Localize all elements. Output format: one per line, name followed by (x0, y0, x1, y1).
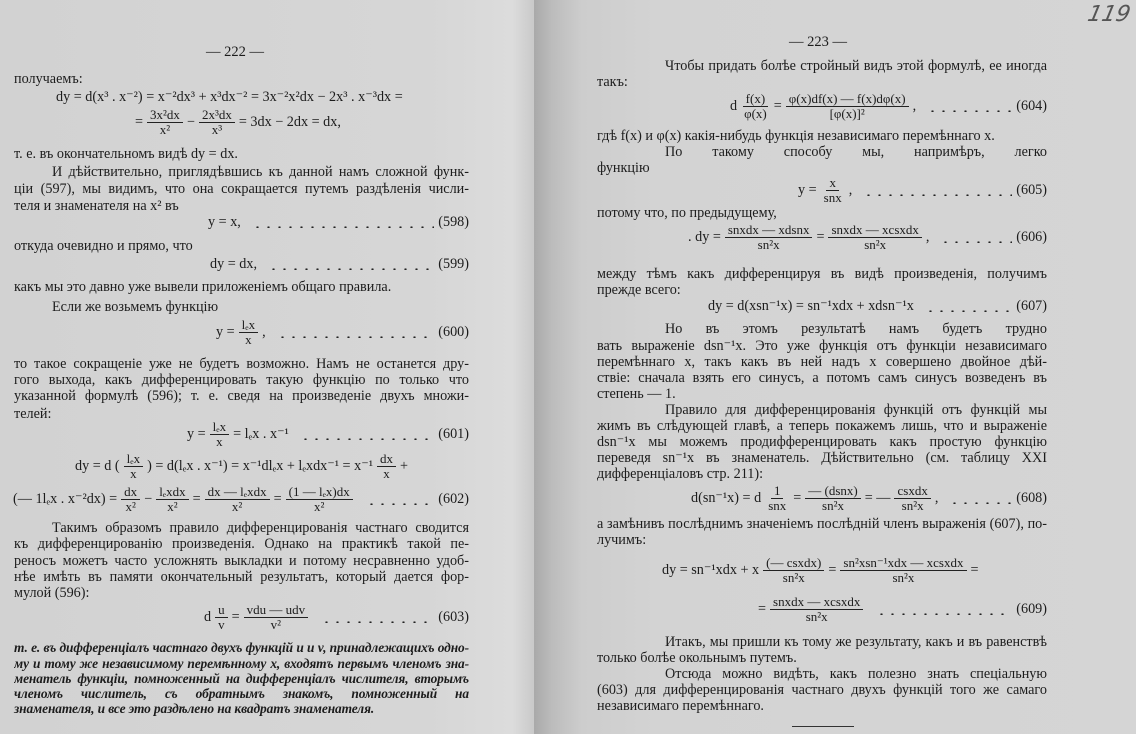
text-line: ствіе: сначала взять его синусъ, а потомъ самъ синусъ возведенъ въ (597, 371, 1047, 386)
text-line: функцію (597, 160, 650, 176)
equation-608 (690, 484, 1047, 513)
fraction-denominator: x² (167, 499, 178, 514)
fraction-numerator: lₑx (124, 452, 143, 467)
text-line: вать выраженіе dsn⁻¹x. Это уже функція отъ функціи независимаго (597, 339, 1047, 354)
formula-text: = (828, 562, 837, 578)
italic-rule-line: т. е. въ дифференціалъ частнаго двухъ функцій u и v, принадлежащихъ одно- (14, 640, 469, 655)
equation-601 (186, 420, 469, 449)
dot-leader (366, 503, 435, 505)
fraction (765, 484, 789, 513)
fraction-denominator: x (216, 434, 223, 449)
fraction-numerator: dx (377, 452, 396, 467)
formula-text: = (273, 491, 282, 507)
formula-text: d (730, 98, 738, 114)
fraction-denominator: x³ (211, 122, 223, 137)
formula-text: y = (216, 324, 235, 340)
text-line: къ дифференцированію произведенія. Однако на практикѣ такой пе- (14, 537, 469, 552)
text-line: между тѣмъ какъ дифференцируя въ видѣ произведенія, получимъ (597, 267, 1047, 282)
italic-rule-line: знаменателя, и все это раздѣлено на квадратъ знаменателя. (14, 701, 375, 716)
fraction-numerator: sn²xsn⁻¹xdx — xcsxdx (840, 556, 966, 571)
fraction (199, 108, 235, 137)
text-line: мулой (596): (14, 585, 90, 601)
fraction (239, 318, 258, 347)
fraction-denominator: x² (159, 122, 171, 137)
fraction-numerator: csxdx (894, 484, 930, 499)
fraction-denominator: x (130, 466, 137, 481)
text-line: жимъ въ слѣдующей главѣ, а теперь покажемъ лишь, что и выраженіе (597, 419, 1047, 434)
fraction (840, 556, 966, 585)
equation-600 (215, 318, 469, 347)
text-line: переведя sn⁻¹x въ знаменатель. Дѣйствительно (см. таблицу XXI (597, 451, 1047, 466)
text-line: dsn⁻¹x мы можемъ продифференцировать какъ простую функцію (597, 435, 1047, 450)
formula-text: = (758, 601, 767, 617)
text-line: только болѣе окольнымъ путемъ. (597, 650, 797, 666)
fraction-denominator: x² (231, 499, 243, 514)
equation-number: (601) (438, 426, 469, 442)
fraction-numerator: u (215, 603, 228, 618)
italic-rule-line: менатель функціи, помноженный на дифференціалъ числителя, вторымъ (14, 671, 469, 686)
fraction (770, 595, 863, 624)
text-line: По такому способу мы, напримѣръ, легко (665, 145, 1047, 160)
formula-text: dy = d(x³ . x⁻²) = x⁻²dx³ + x³dx⁻² = 3x⁻²x²dx − 2x³ . x⁻³dx = (56, 89, 403, 105)
equation-number: (604) (1016, 98, 1047, 114)
fraction-numerator: lₑx (239, 318, 258, 333)
equation-number: (605) (1016, 182, 1047, 198)
formula-text: y = (187, 426, 206, 442)
fraction-denominator: sn²x (757, 237, 780, 252)
formula-text: (— 1lₑx . x⁻²dx) = (13, 491, 118, 507)
fraction (763, 556, 824, 585)
equation-number: (599) (438, 256, 469, 272)
fraction (377, 452, 396, 481)
text-line: потому что, по предыдущему, (597, 205, 777, 221)
italic-rule-line: му и тому же независимому перемѣнному x, входятъ первымъ членомъ зна- (14, 656, 469, 671)
equation-605 (797, 176, 1047, 205)
fraction-numerator: snxdx — xdsnx (725, 223, 813, 238)
text-line: перемѣннаго x, такъ какъ въ ней надъ x совершено двойное дѣй- (597, 355, 1047, 370)
equation-609 (757, 595, 1047, 624)
text-line: степень — 1. (597, 386, 676, 402)
text-line: независимаго перемѣннаго. (597, 698, 764, 714)
fraction-denominator: x² (313, 499, 325, 514)
text-line: Но въ этомъ результатѣ намъ будетъ трудно (665, 322, 1047, 337)
equation-number: (603) (438, 609, 469, 625)
fraction (828, 223, 921, 252)
fraction-numerator: lₑxdx (156, 485, 188, 500)
text-line: И дѣйствительно, приглядѣвшись къ данной намъ сложной функ- (52, 165, 469, 180)
fraction (210, 420, 229, 449)
formula-text: , (912, 98, 917, 114)
equation-number: (608) (1016, 490, 1047, 506)
fraction (741, 92, 770, 121)
dot-leader (277, 336, 435, 338)
fraction-numerator: snxdx — xcsxdx (770, 595, 863, 610)
text-line: какъ мы это давно уже вывели приложеніемъ общаго правила. (14, 279, 392, 295)
text-line: Правило для дифференцированія функцій отъ функцій мы (665, 403, 1047, 418)
fraction-numerator: dx (121, 485, 140, 500)
formula-text: d(sn⁻¹x) = d (691, 490, 762, 506)
fraction-numerator: 3x²dx (147, 108, 183, 123)
fraction-denominator: x (245, 332, 252, 347)
fraction-denominator: sn²x (892, 570, 915, 585)
fraction (156, 485, 188, 514)
dot-leader (321, 621, 434, 623)
formula (661, 556, 980, 585)
dot-leader (876, 613, 1012, 615)
fraction-denominator: x (383, 466, 390, 481)
fraction-denominator: sn²x (901, 498, 924, 513)
formula-text: ) = d(lₑx . x⁻¹) = x⁻¹dlₑx + lₑxdx⁻¹ = x⁻¹ (147, 458, 373, 474)
formula-text: = (135, 114, 144, 130)
equation-number: (600) (438, 324, 469, 340)
dot-leader (927, 110, 1012, 112)
fraction (124, 452, 143, 481)
equation-number: (607) (1016, 298, 1047, 314)
handwritten-page-mark: 119 (1085, 2, 1133, 27)
fraction (286, 485, 353, 514)
fraction-numerator: (— csxdx) (763, 556, 824, 571)
text-line: гдѣ f(x) и φ(x) какія-нибудь функція независимаго перемѣннаго x. (597, 128, 995, 144)
fraction (821, 176, 845, 205)
formula-text: dy = sn⁻¹xdx + x (662, 562, 760, 578)
fraction (244, 603, 309, 632)
fraction-numerator: 1 (771, 484, 784, 499)
fraction (805, 484, 860, 513)
formula (74, 452, 409, 481)
left-page (0, 0, 534, 734)
text-line: Чтобы придать болѣе стройный видъ этой формулѣ, ее иногда (665, 59, 1047, 74)
formula-text: dy = d ( (75, 458, 120, 474)
fraction-denominator: φ(x) (744, 106, 767, 121)
text-line: т. е. въ окончательномъ видѣ dy = dx. (14, 146, 238, 162)
text-line: откуда очевидно и прямо, что (14, 238, 193, 254)
fraction (215, 603, 228, 632)
text-line: дифференціаловъ стр. 211): (597, 466, 764, 482)
italic-rule-line: членомъ числитель, съ обратнымъ знакомъ, помноженный на (14, 686, 469, 701)
formula (55, 90, 404, 105)
fraction-numerator: (1 — lₑx)dx (286, 485, 353, 500)
formula-text: y = x, (208, 214, 241, 230)
formula-text: = lₑx . x⁻¹ (233, 426, 289, 442)
fraction-denominator: sn²x (864, 237, 887, 252)
fraction-numerator: x (826, 176, 839, 191)
fraction-numerator: dx — lₑxdx (205, 485, 270, 500)
text-line: Если же возьмемъ функцію (52, 299, 219, 315)
fraction-denominator: sn²x (822, 498, 844, 513)
fraction (147, 108, 183, 137)
text-line: указанной формулѣ (596); т. е. сведя на произведеніе двухъ множи- (14, 389, 469, 404)
formula-text: d (204, 609, 212, 625)
formula-text: − (186, 114, 195, 130)
fraction-numerator: lₑx (210, 420, 229, 435)
dot-leader (925, 310, 1012, 312)
formula-text: = (773, 98, 782, 114)
text-line: прежде всего: (597, 282, 681, 298)
fraction (725, 223, 813, 252)
text-line: (603) для дифференцированія частнаго двухъ функцій того же самаго (597, 683, 1047, 698)
formula-text: = (816, 229, 825, 245)
dot-leader (949, 502, 1012, 504)
formula-text: dy = dx, (210, 256, 258, 272)
text-line: телей: (14, 406, 52, 422)
text-line: а замѣнивъ послѣднимъ значеніемъ послѣдній членъ выраженія (607), по- (597, 517, 1047, 532)
fraction-denominator: sn²x (782, 570, 805, 585)
fraction (894, 484, 930, 513)
dot-leader (940, 241, 1012, 243)
equation-604 (729, 92, 1047, 121)
text-line: ціи (597), мы видимъ, что она сокращается путемъ раздѣленія числи- (14, 182, 469, 197)
fraction-numerator: — (dsnx) (805, 484, 860, 499)
fraction-numerator: f(x) (743, 92, 769, 107)
text-line: получаемъ: (14, 71, 83, 87)
equation-602 (12, 485, 469, 514)
fraction-denominator: v (218, 617, 225, 632)
formula-text: = (192, 491, 201, 507)
formula-text: = (231, 609, 240, 625)
equation-number: (609) (1016, 601, 1047, 617)
formula-text: + (399, 458, 408, 474)
fraction-numerator: snxdx — xcsxdx (828, 223, 921, 238)
fraction-denominator: v² (270, 617, 282, 632)
text-line: лучимъ: (597, 532, 647, 548)
text-line: то такое сокращеніе уже не будетъ возможно. Намъ не останется дру- (14, 357, 469, 372)
text-line: реносъ можетъ часто усложнять выкладки и потому несравненно удоб- (14, 554, 469, 569)
formula-text: , (925, 229, 930, 245)
text-line: гого выхода, какъ дифференцировать такую функцію по только что (14, 373, 469, 388)
formula-text: − (144, 491, 153, 507)
text-line: Итакъ, мы пришли къ тому же результату, какъ и въ равенствѣ (665, 635, 1047, 650)
dot-leader (863, 194, 1012, 196)
formula-text: = — (864, 490, 891, 506)
fraction (205, 485, 270, 514)
fraction-numerator: 2x³dx (199, 108, 235, 123)
dot-leader (300, 438, 434, 440)
equation-607 (707, 299, 1047, 314)
equation-598 (207, 215, 469, 230)
fraction-numerator: φ(x)df(x) — f(x)dφ(x) (786, 92, 909, 107)
page-number: — 222 — (206, 44, 264, 60)
text-line: Отсюда можно видѣть, какъ полезно знать спеціальную (665, 667, 1047, 682)
fraction-denominator: snx (768, 498, 787, 513)
section-end-rule (792, 726, 854, 727)
equation-number: (602) (438, 491, 469, 507)
fraction (121, 485, 140, 514)
fraction-denominator: [φ(x)]² (829, 106, 865, 121)
dot-leader (268, 268, 434, 270)
text-line: такъ: (597, 74, 628, 90)
equation-599 (209, 257, 469, 272)
formula-text: = 3dx − 2dx = dx, (238, 114, 341, 130)
fraction-numerator: vdu — udv (244, 603, 309, 618)
fraction-denominator: x² (125, 499, 136, 514)
equation-number: (598) (438, 214, 469, 230)
formula-text: = (793, 490, 802, 506)
dot-leader (252, 226, 434, 228)
formula-text: y = (798, 182, 817, 198)
page-number: — 223 — (789, 34, 847, 50)
text-line: теля и знаменателя на x² въ (14, 198, 179, 214)
right-page (534, 0, 1136, 734)
fraction-denominator: snx (823, 190, 842, 205)
formula-text: , (262, 324, 266, 340)
equation-606 (687, 223, 1047, 252)
equation-number: (606) (1016, 229, 1047, 245)
text-line: нѣе имѣть въ памяти окончательный результатъ, который дается фор- (14, 570, 469, 585)
formula (134, 108, 342, 137)
formula-text: = (970, 562, 979, 578)
formula-text: dy = d(xsn⁻¹x) = sn⁻¹xdx + xdsn⁻¹x (708, 298, 914, 314)
formula-text: , (934, 490, 939, 506)
fraction-denominator: sn²x (805, 609, 828, 624)
formula-text: , (848, 182, 853, 198)
equation-603 (203, 603, 469, 632)
formula-text: . dy = (688, 229, 721, 245)
fraction (786, 92, 909, 121)
text-line: Такимъ образомъ правило дифференцированія частнаго сводится (52, 521, 469, 536)
